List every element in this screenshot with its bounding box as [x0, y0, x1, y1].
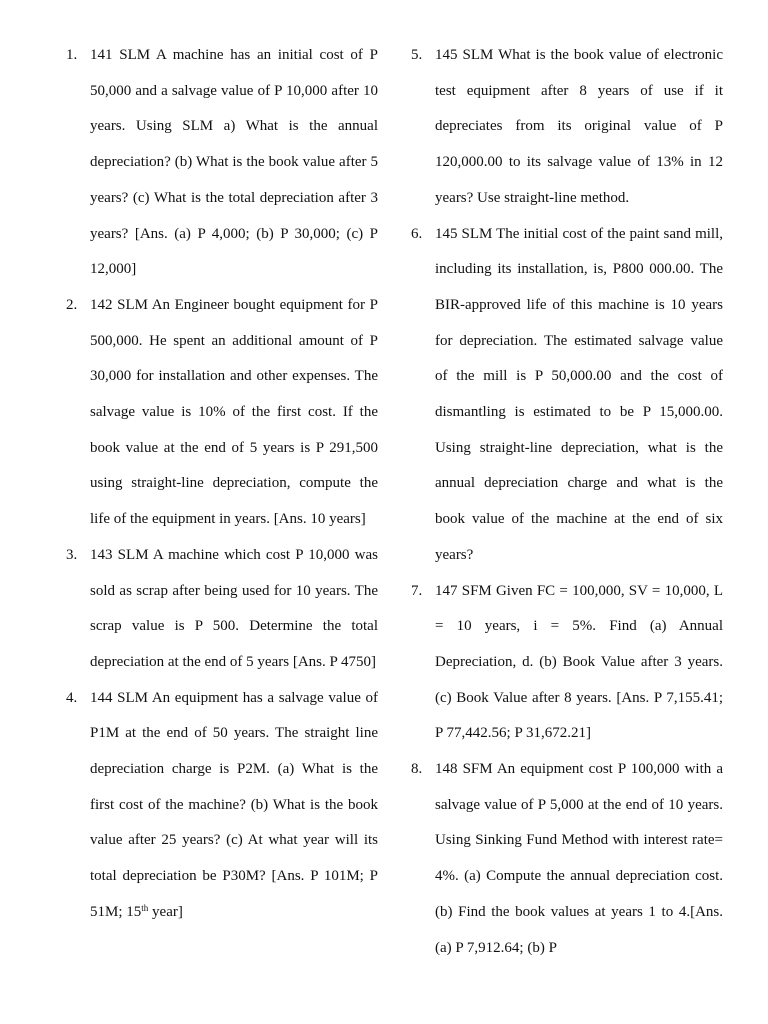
item-number: 4. — [66, 689, 78, 706]
item-text: 142 SLM An Engineer bought equipment for P 500,000. He spent an additional amount of P 30,000 for installation and other expenses. The salvage value is 10% of the first cost. If the book value at the end of 5 years is P 291,500 using straight-line depreciation, compute the life of the equipment in years. [Ans. 10 years] — [90, 296, 378, 528]
item-number: 7. — [411, 582, 423, 599]
item-text: 148 SFM An equipment cost P 100,000 with a salvage value of P 5,000 at the end of 10 years. Using Sinking Fund Method with interest rate= 4%. (a) Compute the annual depreciation cost.(b) Find the book values at years 1 to 4.[Ans. (a) P 7,912.64; (b) P — [435, 761, 723, 956]
problem-item — [411, 38, 723, 217]
left-column — [66, 38, 378, 931]
item-text: 145 SLM The initial cost of the paint sand mill, including its installation, is, P800 000.00. The BIR-approved life of this machine is 10 years for depreciation. The estimated salvage value of the mill is P 50,000.00 and the cost of dismantling is estimated to be P 15,000.00. Using straight-line depreciation, what is the annual depreciation charge and what is the book value of the machine at the end of six years? — [435, 225, 723, 563]
right-column — [411, 38, 723, 966]
item-text-tail: year] — [148, 903, 183, 920]
problem-item — [66, 538, 378, 681]
problem-item — [66, 681, 378, 931]
item-text: 147 SFM Given FC = 100,000, SV = 10,000, L = 10 years, i = 5%. Find (a) Annual Depreciation, d. (b) Book Value after 3 years. (c) Book Value after 8 years. [Ans. P 7,155.41; P 77,442.56; P 31,672.21] — [435, 582, 723, 742]
item-text: 145 SLM What is the book value of electronic test equipment after 8 years of use if it depreciates from its original value of P 120,000.00 to its salvage value of 13% in 12 years? Use straight-line method. — [435, 47, 723, 206]
item-number: 5. — [411, 47, 423, 63]
item-number: 8. — [411, 761, 423, 778]
problem-item — [66, 38, 378, 288]
problem-item — [66, 288, 378, 538]
item-text: 143 SLM A machine which cost P 10,000 was sold as scrap after being used for 10 years. The scrap value is P 500. Determine the total depreciation at the end of 5 years [Ans. P 4750] — [90, 546, 378, 670]
problem-item — [411, 217, 723, 574]
problem-item — [411, 574, 723, 753]
ordinal-superscript: th — [141, 902, 149, 913]
problem-item — [411, 752, 723, 966]
item-number: 3. — [66, 546, 78, 563]
item-number: 6. — [411, 225, 423, 242]
item-number: 2. — [66, 296, 78, 313]
item-text: 141 SLM A machine has an initial cost of P 50,000 and a salvage value of P 10,000 after 10 years. Using SLM a) What is the annual depreciation? (b) What is the book value after 5 years? (c) What is the total depreciation after 3 years? [Ans. (a) P 4,000; (b) P 30,000; (c) P 12,000] — [90, 47, 378, 278]
item-number: 1. — [66, 47, 78, 63]
item-text: 144 SLM An equipment has a salvage value of P1M at the end of 50 years. The straight line depreciation charge is P2M. (a) What is the first cost of the machine? (b) What is the book value after 25 years? (c) At what year will its total depreciation be P30M? [Ans. P 101M; P 51M; 15 — [90, 689, 378, 920]
